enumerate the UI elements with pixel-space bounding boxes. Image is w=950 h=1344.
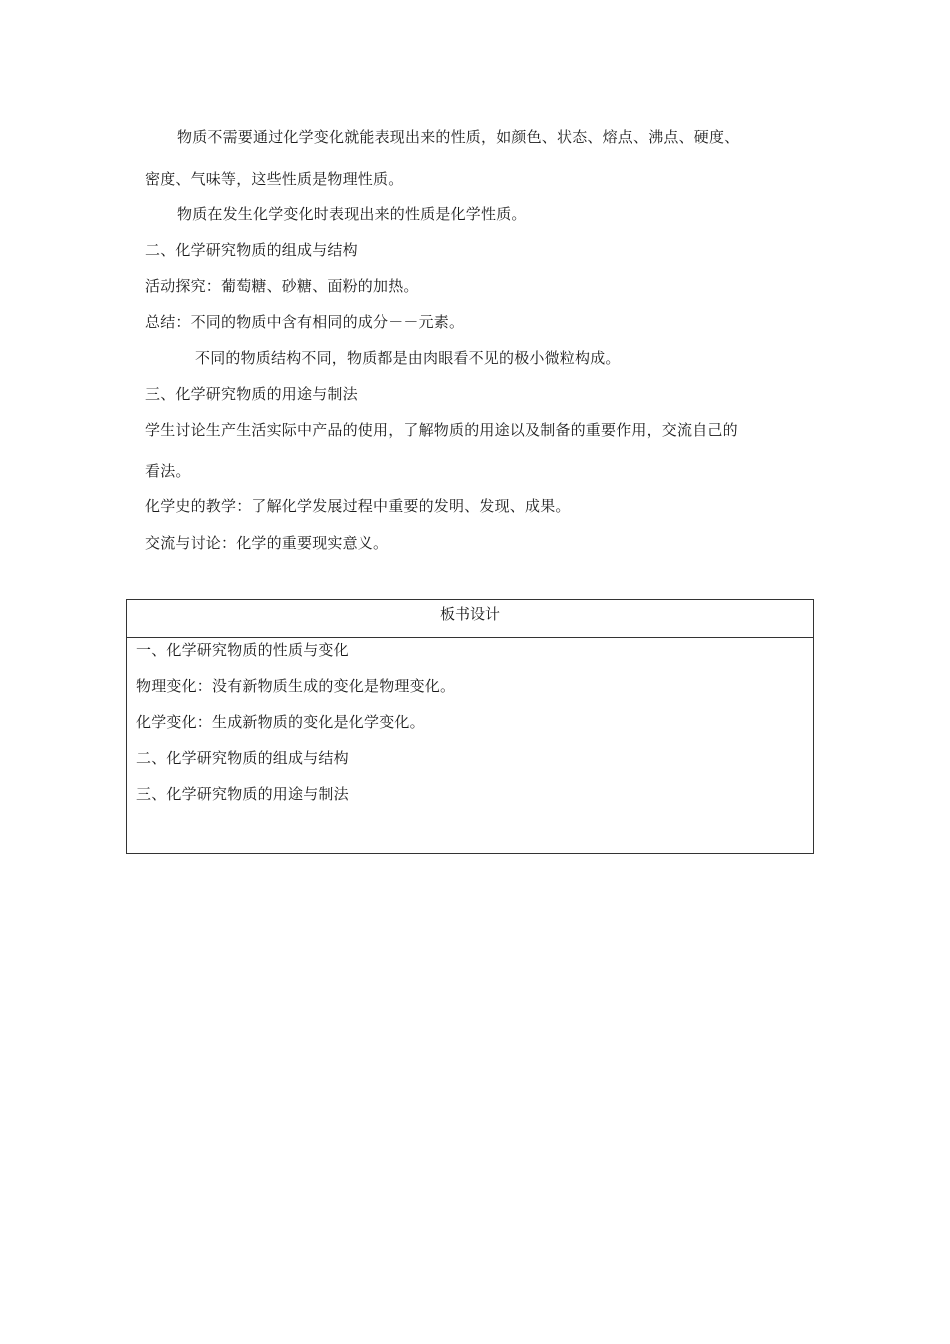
board-item-composition: 二、化学研究物质的组成与结构 — [136, 749, 349, 767]
paragraph-physical-properties-line1: 物质不需要通过化学变化就能表现出来的性质，如颜色、状态、熔点、沸点、硬度、 — [177, 128, 740, 146]
section-heading-composition: 二、化学研究物质的组成与结构 — [145, 241, 358, 259]
exchange-discussion-text: 交流与讨论：化学的重要现实意义。 — [145, 534, 389, 552]
paragraph-physical-properties-line2: 密度、气味等，这些性质是物理性质。 — [145, 170, 404, 188]
board-design-table — [126, 599, 814, 854]
discussion-text-line2: 看法。 — [145, 462, 191, 480]
section-heading-uses: 三、化学研究物质的用途与制法 — [145, 385, 358, 403]
history-teaching-text: 化学史的教学：了解化学发展过程中重要的发明、发现、成果。 — [145, 497, 571, 515]
paragraph-chemical-properties: 物质在发生化学变化时表现出来的性质是化学性质。 — [177, 205, 527, 223]
board-item-uses: 三、化学研究物质的用途与制法 — [136, 785, 349, 803]
board-design-title: 板书设计 — [127, 600, 813, 638]
activity-text: 活动探究：葡萄糖、砂糖、面粉的加热。 — [145, 277, 419, 295]
discussion-text-line1: 学生讨论生产生活实际中产品的使用，了解物质的用途以及制备的重要作用，交流自己的 — [145, 421, 738, 439]
summary-continuation: 不同的物质结构不同，物质都是由肉眼看不见的极小微粒构成。 — [195, 349, 621, 367]
board-item-physical-change: 物理变化：没有新物质生成的变化是物理变化。 — [136, 677, 456, 695]
board-item-properties-changes: 一、化学研究物质的性质与变化 — [136, 641, 349, 659]
board-item-chemical-change: 化学变化：生成新物质的变化是化学变化。 — [136, 713, 425, 731]
summary-text: 总结：不同的物质中含有相同的成分－－元素。 — [145, 313, 465, 331]
